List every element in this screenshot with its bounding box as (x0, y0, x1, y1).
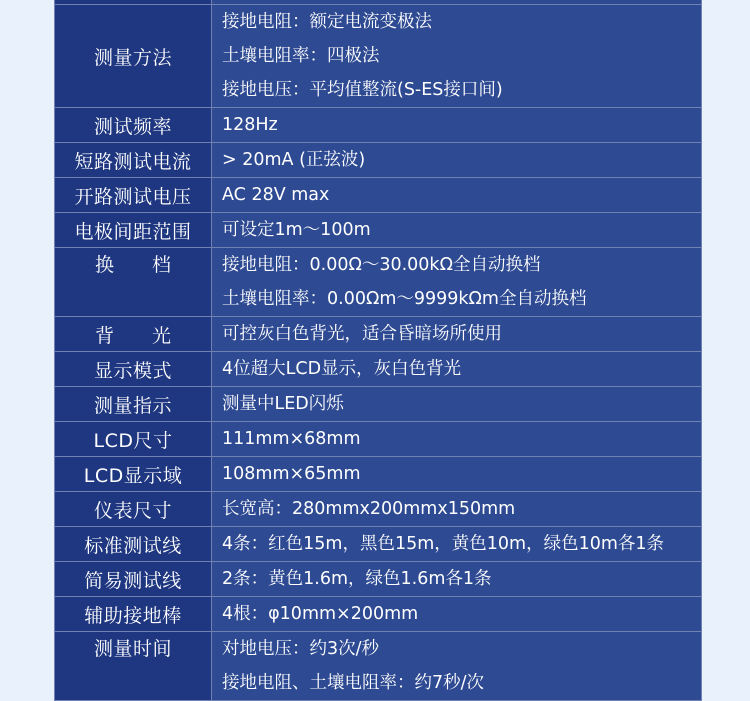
table-row (55, 248, 702, 317)
spec-value (212, 5, 702, 108)
spec-value-line: 接地电压：平均值整流(S-ES接口间) (222, 80, 503, 100)
spec-value-line: 接地电阻：0.00Ω～30.00kΩ全自动换档 (222, 255, 541, 275)
table-row (55, 213, 702, 248)
spec-label: LCD显示域 (55, 457, 212, 492)
spec-value-line: 128Hz (222, 115, 278, 135)
spec-value (212, 422, 702, 457)
spec-value-line: 接地电阻、土壤电阻率：约7秒/次 (222, 673, 485, 693)
spec-value (212, 248, 702, 317)
table-row (55, 178, 702, 213)
spec-value-line: 4位超大LCD显示，灰白色背光 (222, 359, 462, 379)
table-row (55, 632, 702, 701)
spec-label: 测量指示 (55, 387, 212, 422)
table-row (55, 352, 702, 387)
spec-value-line: 可控灰白色背光，适合昏暗场所使用 (222, 324, 502, 344)
spec-value-line: AC 28V max (222, 185, 330, 205)
spec-label: 背 光 (55, 317, 212, 352)
spec-label: 电极间距范围 (55, 213, 212, 248)
spec-label: 开路测试电压 (55, 178, 212, 213)
spec-label: 简易测试线 (55, 562, 212, 597)
spec-label: 测试频率 (55, 108, 212, 143)
spec-value-line: 对地电压：约3次/秒 (222, 639, 380, 659)
table-row (55, 143, 702, 178)
table-row (55, 527, 702, 562)
spec-label: 短路测试电流 (55, 143, 212, 178)
table-row (55, 387, 702, 422)
table-row (55, 108, 702, 143)
spec-value (212, 457, 702, 492)
spec-label: 测量方法 (55, 5, 212, 108)
spec-value (212, 352, 702, 387)
spec-value-line: > 20mA (正弦波) (222, 150, 366, 170)
spec-value-line: 接地电阻：额定电流变极法 (222, 12, 432, 32)
spec-value-line: 4根：φ10mm×200mm (222, 604, 419, 624)
spec-label: 测量时间 (55, 632, 212, 701)
spec-label: 显示模式 (55, 352, 212, 387)
spec-value (212, 387, 702, 422)
spec-value (212, 108, 702, 143)
table-row (55, 5, 702, 108)
spec-label: 换 档 (55, 248, 212, 317)
table-row (55, 457, 702, 492)
table-row (55, 422, 702, 457)
spec-label: 辅助接地棒 (55, 597, 212, 632)
spec-value (212, 492, 702, 527)
spec-value-line: 土壤电阻率：0.00Ωm～9999kΩm全自动换档 (222, 289, 587, 309)
spec-value (212, 527, 702, 562)
spec-value (212, 317, 702, 352)
spec-value (212, 178, 702, 213)
spec-table (54, 0, 702, 701)
table-row (55, 317, 702, 352)
spec-value-line: 111mm×68mm (222, 429, 361, 449)
spec-value-line: 土壤电阻率：四极法 (222, 46, 380, 66)
table-row (55, 492, 702, 527)
spec-value-line: 测量中LED闪烁 (222, 394, 344, 414)
spec-label: 仪表尺寸 (55, 492, 212, 527)
spec-value (212, 143, 702, 178)
spec-value-line: 2条：黄色1.6m，绿色1.6m各1条 (222, 569, 492, 589)
spec-value (212, 562, 702, 597)
table-row (55, 597, 702, 632)
spec-label: LCD尺寸 (55, 422, 212, 457)
spec-value-line: 4条：红色15m，黑色15m，黄色10m，绿色10m各1条 (222, 534, 665, 554)
spec-value-line: 可设定1m～100m (222, 220, 371, 240)
spec-value (212, 213, 702, 248)
table-row (55, 562, 702, 597)
spec-value-line: 108mm×65mm (222, 464, 361, 484)
spec-label: 标准测试线 (55, 527, 212, 562)
spec-value (212, 597, 702, 632)
spec-value (212, 632, 702, 701)
spec-value-line: 长宽高：280mmx200mmx150mm (222, 499, 516, 519)
